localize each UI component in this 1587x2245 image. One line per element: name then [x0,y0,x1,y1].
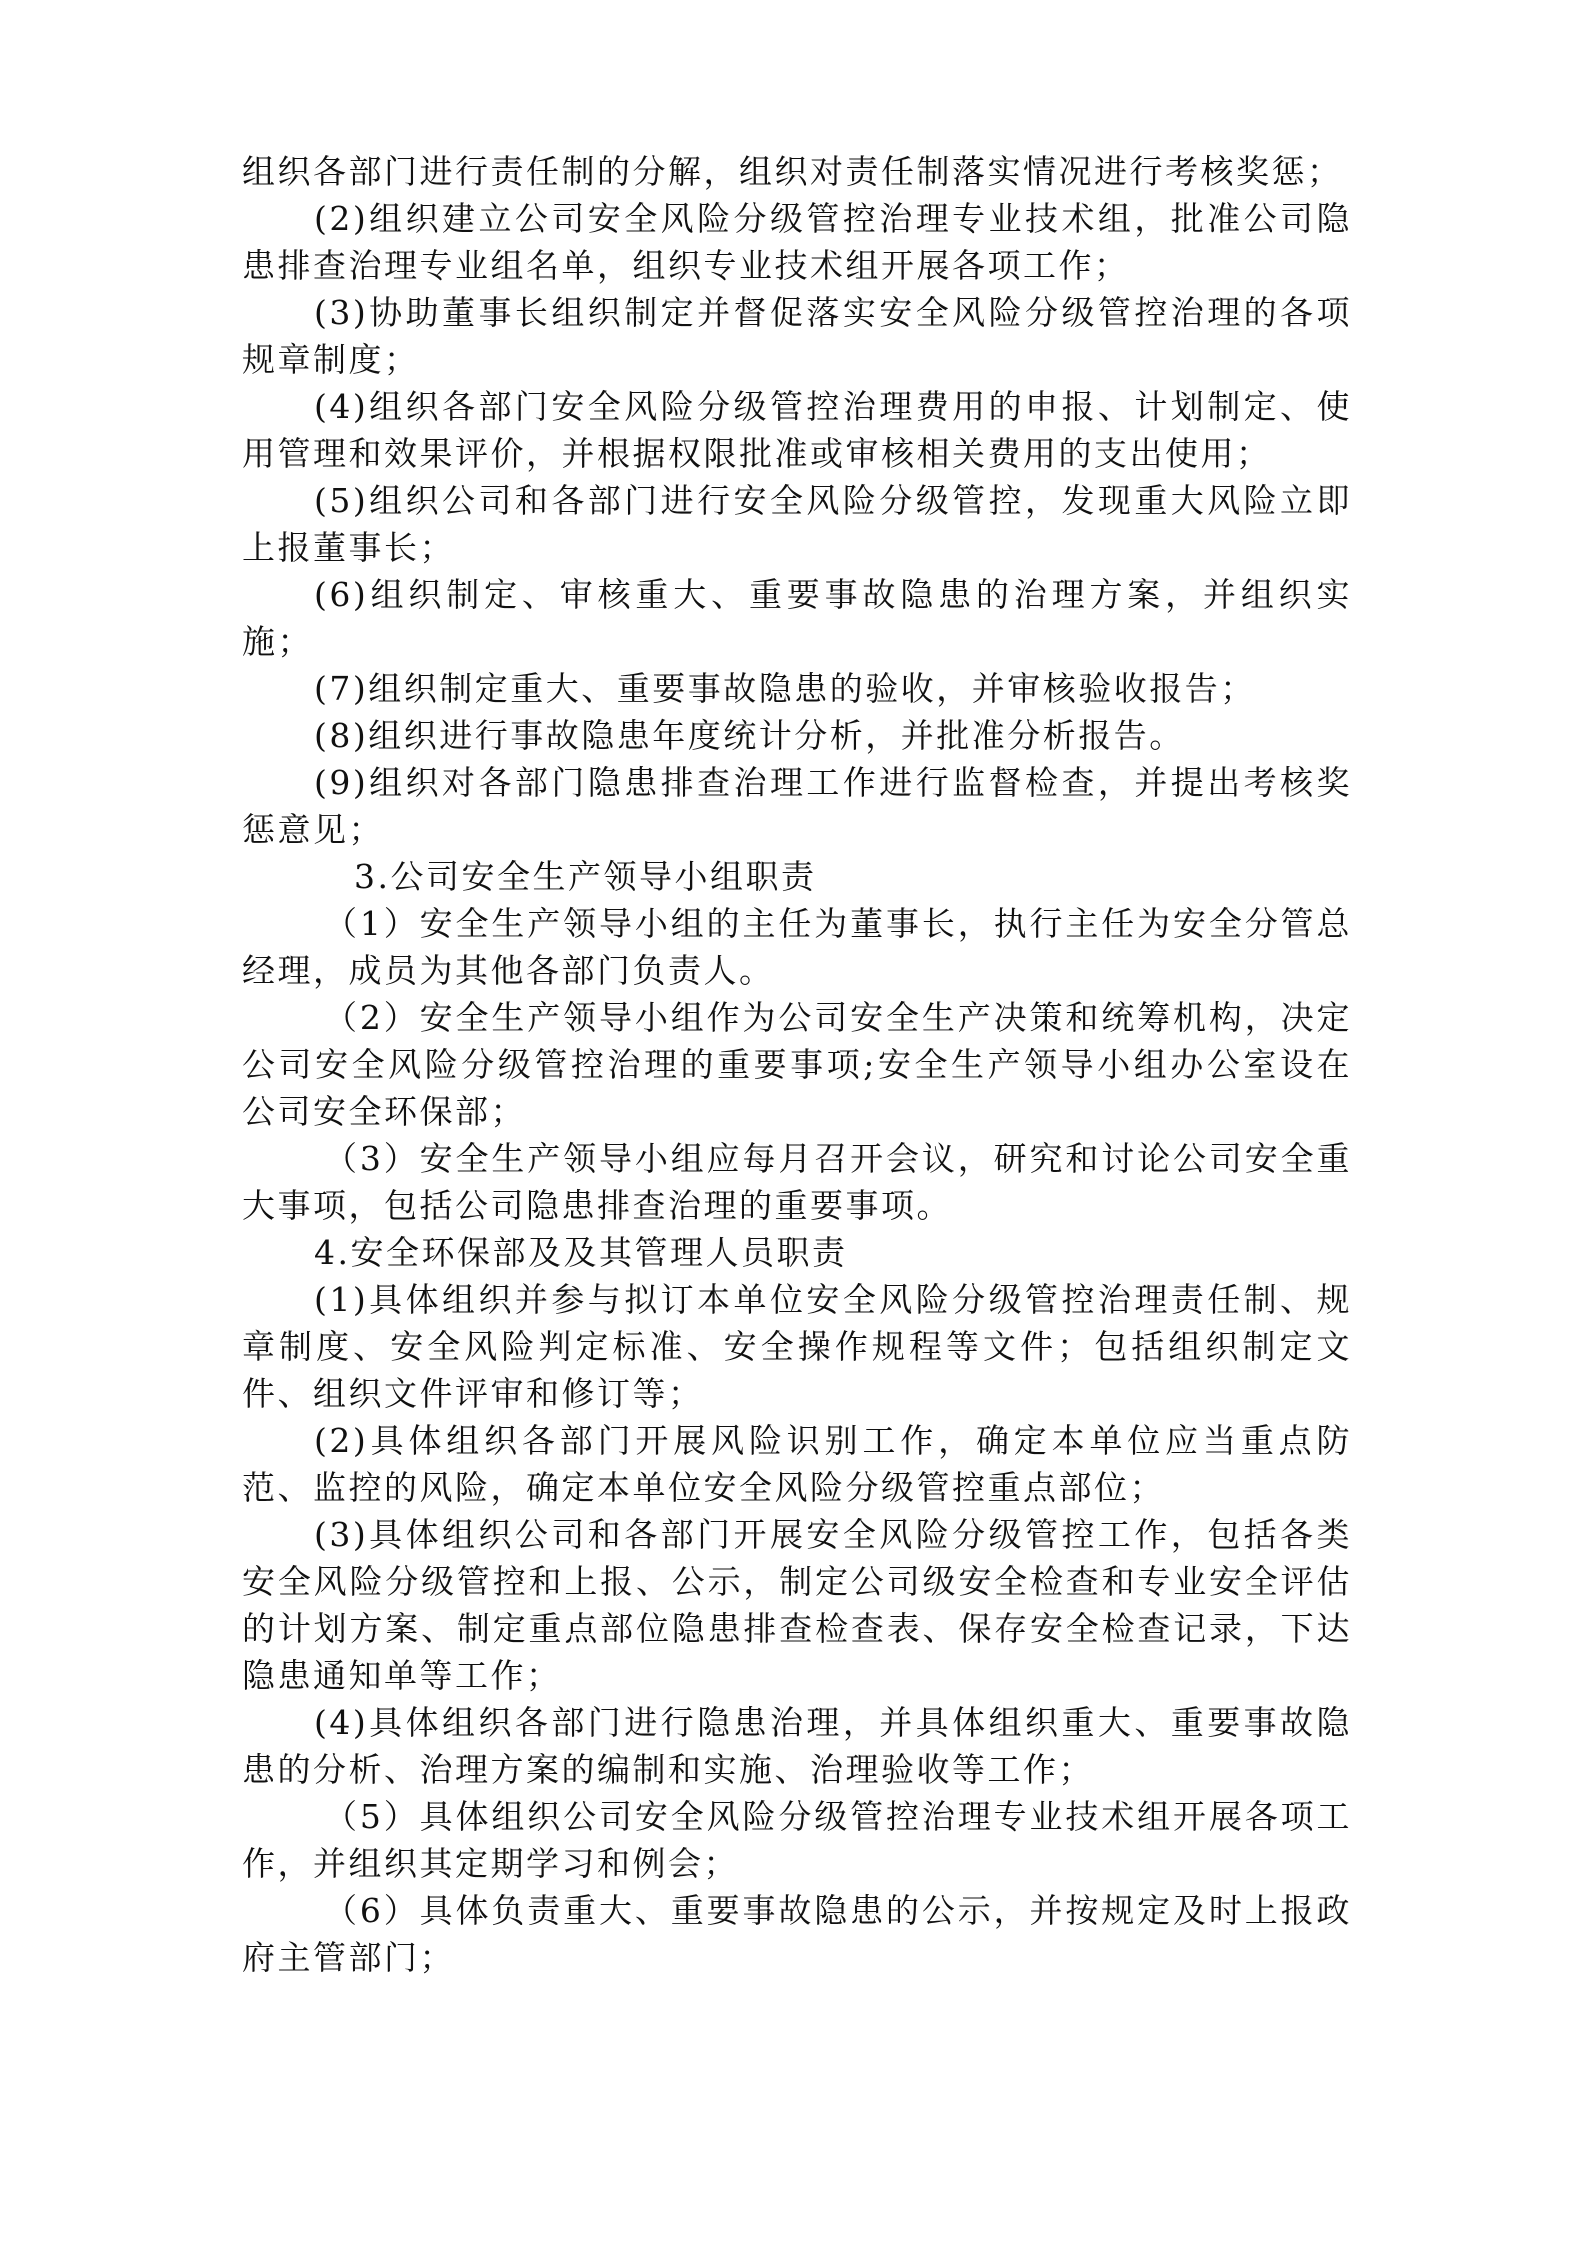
env-item-5: （5）具体组织公司安全风险分级管控治理专业技术组开展各项工作，并组织其定期学习和例会； [242,1797,1352,1883]
list-item-6: (6)组织制定、审核重大、重要事故隐患的治理方案，并组织实施； [242,575,1352,661]
list-item-8: (8)组织进行事故隐患年度统计分析，并批准分析报告。 [314,716,1185,755]
list-item-9: (9)组织对各部门隐患排查治理工作进行监督检查，并提出考核奖惩意见； [242,763,1352,849]
section-heading-4: 4.安全环保部及及其管理人员职责 [314,1233,848,1272]
list-item-4: (4)组织各部门安全风险分级管控治理费用的申报、计划制定、使用管理和效果评价，并根据权限批准或审核相关费用的支出使用； [242,387,1352,473]
leadership-item-2: （2）安全生产领导小组作为公司安全生产决策和统筹机构，决定公司安全风险分级管控治理的重要事项;安全生产领导小组办公室设在公司安全环保部； [242,998,1352,1131]
env-item-2: (2)具体组织各部门开展风险识别工作，确定本单位应当重点防范、监控的风险，确定本单位安全风险分级管控重点部位； [242,1421,1352,1507]
list-item-3: (3)协助董事长组织制定并督促落实安全风险分级管控治理的各项规章制度； [242,293,1352,379]
env-item-4: (4)具体组织各部门进行隐患治理，并具体组织重大、重要事故隐患的分析、治理方案的编制和实施、治理验收等工作； [242,1703,1352,1789]
list-item-2: (2)组织建立公司安全风险分级管控治理专业技术组，批准公司隐患排查治理专业组名单，组织专业技术组开展各项工作； [242,199,1352,285]
env-item-1: (1)具体组织并参与拟订本单位安全风险分级管控治理责任制、规章制度、安全风险判定标准、安全操作规程等文件；包括组织制定文件、组织文件评审和修订等； [242,1280,1352,1413]
leadership-item-1: （1）安全生产领导小组的主任为董事长，执行主任为安全分管总经理，成员为其他各部门负责人。 [242,904,1352,990]
section-heading-3: 3.公司安全生产领导小组职责 [354,857,817,896]
paragraph-continuation: 组织各部门进行责任制的分解，组织对责任制落实情况进行考核奖惩； [242,152,1343,191]
list-item-7: (7)组织制定重大、重要事故隐患的验收，并审核验收报告； [314,669,1256,708]
env-item-3: (3)具体组织公司和各部门开展安全风险分级管控工作，包括各类安全风险分级管控和上报、公示，制定公司级安全检查和专业安全评估的计划方案、制定重点部位隐患排查检查表、保存安全检查记录，下达隐患通知单等工作； [242,1515,1352,1695]
document-body [242,148,1352,1981]
leadership-item-3: （3）安全生产领导小组应每月召开会议，研究和讨论公司安全重大事项，包括公司隐患排查治理的重要事项。 [242,1139,1352,1225]
env-item-6: （6）具体负责重大、重要事故隐患的公示，并按规定及时上报政府主管部门； [242,1891,1352,1977]
list-item-5: (5)组织公司和各部门进行安全风险分级管控，发现重大风险立即上报董事长； [242,481,1352,567]
